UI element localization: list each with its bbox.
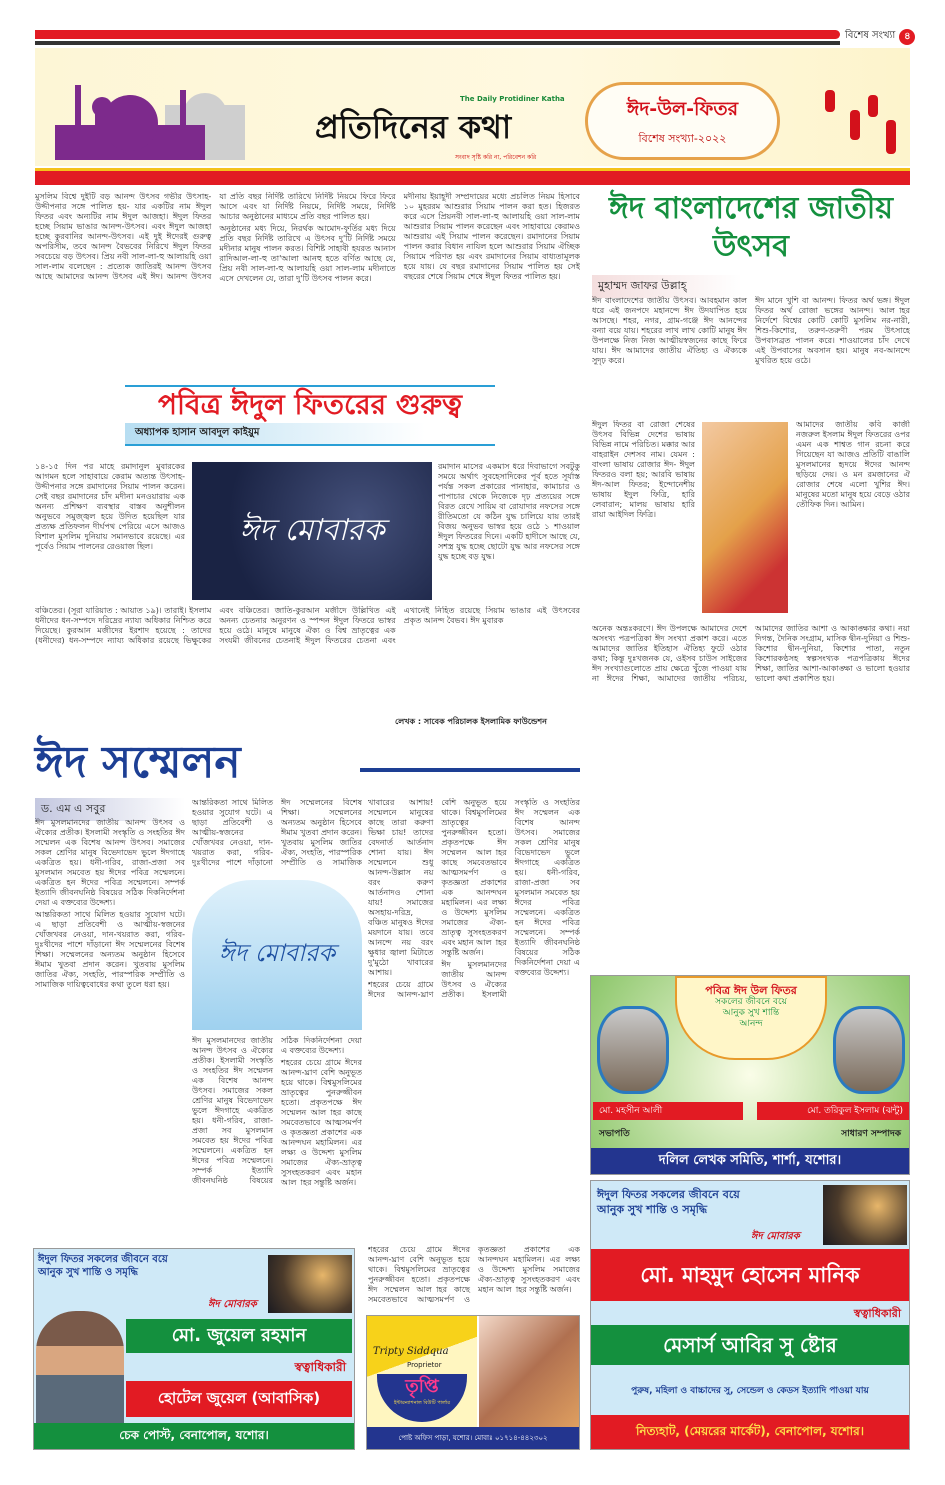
top-red-rule (35, 30, 840, 39)
paragraph: মদীনায় ইয়াহূদী সম্প্রদায়ের মধ্যে প্রচলিত নিয়ম হিসাবে ১০ মুহররম আশুরার সিয়াম পালন করা হত। হিজরত করে এসে প্রিয়নবী সাল-লা-হু আলায়হি ওয়া সাল-লাম আশুরার সিয়াম পালন করেছেন এবং সাহাবায়ে কেরামও আশুরায় এই সিয়াম পালন করেছেন। রমাদানের সিয়াম পালন করার বিধান নাযিল হলে আশুরার সিয়াম ঐচ্ছিক সিয়ামে পরিণত হয় এবং রমাদানের সিয়াম বাধ্যতামূলক হয়ে যায়। যে বছর রমাদানের সিয়াম পালিত হয় সেই বছরের শেষে সিয়াম শেষে ঈদুল ফিতর পালিত হয়। (403, 192, 580, 281)
greeting-line: আনুক সুখ শান্তি ও সমৃদ্ধি (38, 1267, 139, 1278)
owner-photo (36, 1311, 124, 1427)
tagline: সংবাদ সৃষ্টি করি না, পরিবেশন করি (455, 154, 537, 161)
paragraph: খাবারের আশায়! সম্মেলনে মানুষের কাছে তারা করুণা ভিক্ষা চায়! তাদের বেদনার্ত আর্তনাদ শোনা যায়। ঈদ সম্মেলনে শুধু আনন্দ-উল্লাস নয় বরং করুণ আর্তনাদও শোনা যায়! সমাজের অসহায়-দরিদ্র, বঞ্চিত মানুষও ঈদের ময়দানে যায়। তবে আনন্দে নয় বরং ক্ষুধার জ্বালা মিটাতে দু'মুঠো খাবারের আশায়। (368, 798, 434, 977)
owner-name: মো. জুয়েল রহমান (126, 1319, 352, 1353)
article3-author: মুহাম্মদ জাফর উল্লাহ্ (592, 275, 742, 298)
article1-body-bottom (35, 606, 580, 710)
mosque-silhouette-icon (55, 75, 255, 160)
owner-name: Tripty Siddqua (373, 1346, 449, 1357)
lantern-icon (825, 90, 835, 112)
paragraph: অনেক অন্তঃকরণে। ঈদ উপলক্ষে আমাদের দেশে অসংখ্য পত্রপত্রিকা ঈদ সংখ্যা প্রকাশ করে। এতে আমাদের জাতির ইতিহাস ঐতিহ্য ফুটে ওঠার কথা; কিন্তু দুঃখজনক যে, ওইসব চাউস সাইজের ঈদ সংখ্যাগুলোতে প্রায় ক্ষেত্রে খুঁজে পাওয়া যায় না ঈদের শিক্ষা, আমাদের জাতীয় পরিচয়, আমাদের জাতির আশা ও আকাঙ্ক্ষার কথা। নয়া দিগন্ত, দৈনিক সংগ্রাম, মাসিক দ্বীন-দুনিয়া ও শিশু-কিশোর দ্বীন-দুনিয়া, কিশোর পাতা, নতুন কিশোরকণ্ঠসহ স্বল্পসংখ্যক পত্রপত্রিকায় ঈদের শিক্ষা, জাতির আশা-আকাঙ্ক্ষা ও ভালো হওয়ার ভালো কথা প্রকাশিত হয়। (592, 624, 910, 683)
paragraph: শহরের চেয়ে গ্রামে ঈদের আনন্দ-ঘ্রাণ বেশি অনুভূত হয়ে থাকে। বিশ্বমুসলিমের ভ্রাতৃত্বের পুনরুজ্জীবন হতো। প্রকৃতপক্ষে ঈদ সম্মেলন আল-াহর কাছে সমবেতভাবে আত্মসমর্পণ ও কৃতজ্ঞতা প্রকাশের এক আনন্দঘন মহামিলন। এর লক্ষ্য ও উদ্দেশ্য মুসলিম সমাজের ঐক্য-ভ্রাতৃত্ব সুসংহতকরণ এবং মহান আল-াহর সন্তুষ্টি অর্জন। (281, 1058, 362, 1187)
greeting (597, 1187, 817, 1217)
page-number: ৪ (899, 29, 915, 45)
article2-title: ঈদ সম্মেলন (35, 737, 241, 788)
org-name: দলিল লেখক সমিতি, শার্শা, যশোর। (591, 1148, 909, 1174)
article1-body-top (35, 192, 580, 380)
greeting-line: ঈদুল ফিতর সকলের জীবনে বয়ে (597, 1188, 740, 1201)
ad-dolil-lekhok (590, 975, 910, 1175)
paragraph: ঈদ মুসলমানদের জাতীয় আনন্দ উৎসব ও ঐক্যের প্রতীক। ইসলামী সংস্কৃতি ও সংহতির ঈদ সম্মেলন এক বিশেষ আনন্দ উৎসব। সমাজের সকল শ্রেণির মানুষ বিভেদাভেদ ভুলে ঈদগাহে একত্রিত হয়। ধনী-গরিব, রাজা-প্রজা সব মুসলমান সমবেত হয় ঈদের পবিত্র সম্মেলনে। একত্রিত হন ঈদের পবিত্র সম্মেলনে। সম্পর্ক ইত্যাদি জীবনঘনিষ্ঠ বিষয়ের সঠিক দিকনির্দেশনা দেয়া এ বক্তব্যের উদ্দেশ্য। (192, 1036, 362, 1185)
issue-label: বিশেষ সংখ্যা (845, 30, 896, 41)
greeting-line: আনুক সুখ শান্তি ও সমৃদ্ধি (597, 1203, 708, 1216)
shop-name: মেসার্স আবির সু ষ্টোর (591, 1325, 909, 1365)
ad-headline: পবিত্র ঈদ উল ফিতর (705, 984, 797, 997)
masthead-red-band (35, 168, 910, 185)
article2-col2-top (192, 798, 362, 876)
article1-footer: লেখক : সাবেক পরিচালক ইসলামিক ফাউন্ডেশন (395, 717, 547, 726)
ad-line: আনুক সুখ শান্তি (722, 1008, 780, 1018)
paragraph: বঞ্চিতের। (সূরা যারিয়াত : আয়াত ১৯)। তারাই। ইসলাম ধনীদের ধন-সম্পদে দরিদ্রের ন্যায্য অধিকার নিশ্চিত করে দিয়েছে। কুরআন মজীদের ইরশাদ হয়েছে : তাদের (ধনীদের) ধন-সম্পদে ন্যায্য অধিকার রয়েছে ভিক্ষুকের এবং বঞ্চিতের। জাতি-কুরআন মজীদে উল্লিখিত এই অনন্য চেতনার অনুরণন ও স্পন্দন ঈদুল ফিতরে ভাস্বর হয়ে ওঠে। মানুষে মানুষে ঐক্য ও বিশ্ব ভ্রাতৃত্বের এক সংযমী জীবনের চেতনাই ঈদুল ফিতরের চেতনা এবং এখানেই নিহিত রয়েছে সিয়াম ভাঙার এই উৎসবের প্রকৃত আনন্দ বৈভব। ঈদ মুবারক (35, 606, 580, 645)
models-photo (479, 1316, 580, 1428)
paragraph: মুসলিম বিশ্বে দুইটি বড় আনন্দ উৎসব গভীর উৎসাহ-উদ্দীপনার সঙ্গে পালিত হয়- যার একটির নাম ঈদুল ফিতর এবং অন্যটির নাম ঈদুল আজহা। ঈদুল ফিতর হচ্ছে সিয়াম ভাঙার আনন্দ-উৎসব। এবং ঈদুল আজহা হচ্ছে কুরবানির আনন্দ-উৎসব। এই দুই ঈদেরই গুরুত্ব অপরিসীম, তবে আনন্দ বৈভবের নিরিখে ঈদুল ফিতর সবচেয়ে বড় উৎসব। প্রিয় নবী সাল-লা-হু আলায়হি ওয়া সাল-লাম বলেছেন : প্রত্যেক জাতিরই আনন্দ উৎসব আছে আমাদের আনন্দ উৎসব এই ঈদ। আনন্দ উৎসব যা প্রতি বছর নির্দিষ্ট তারিখে নির্দিষ্ট নিয়মে ফিরে ফিরে আসে এবং যা নির্দিষ্ট নিয়মে, নির্দিষ্ট সময়ে, নির্দিষ্ট আচার অনুষ্ঠানের মাধ্যমে প্রতি বছর পালিত হয়। (35, 192, 396, 281)
person1-name: মো. মহসীন আলী (593, 1102, 743, 1120)
parlour-address: পোষ্ট অফিস পাড়া, যশোর। মোবাঃ ০১৭১৪-৪৪২৩০২ (367, 1427, 579, 1449)
lantern-icon (886, 120, 896, 154)
top-gray-rule (35, 41, 840, 45)
brand-name: তৃপ্তি (405, 1376, 439, 1397)
eid-mubarak-badge: ঈদ মোবারক (751, 1231, 800, 1242)
article3-body-left (592, 420, 695, 618)
night-mosque-image (823, 1185, 907, 1245)
hotel-name: হোটেল জুয়েল (আবাসিক) (126, 1381, 352, 1417)
article2-col4 (368, 1245, 580, 1307)
portrait-photo (597, 1006, 669, 1094)
ad-line: সকলের জীবনে বয়ে (715, 997, 787, 1007)
lantern-icon (850, 110, 860, 140)
children-hugging-photo (700, 420, 790, 615)
greeting-line: ঈদুল ফিতর সকলের জীবনে বয়ে (38, 1254, 168, 1265)
newspaper-logo: প্রতিদিনের কথা (315, 108, 512, 146)
shop-description: পুরুষ, মহিলা ও বাচ্চাদের সু, সেন্ডেল ও কেডস ইত্যাদি পাওয়া যায় (631, 1385, 869, 1396)
paragraph: ঈদ মুসলমানদের জাতীয় আনন্দ উৎসব ও ঐক্যের প্রতীক। ইসলামী সংস্কৃতি ও সংহতির ঈদ সম্মেলন এক বিশেষ আনন্দ উৎসব। সমাজের সকল শ্রেণির মানুষ বিভেদাভেদ ভুলে ঈদগাহে একত্রিত হয়। ধনী-গরিব, রাজা-প্রজা সব মুসলমান সমবেত হয় ঈদের পবিত্র সম্মেলনে। একত্রিত হন ঈদের পবিত্র সম্মেলনে। সম্পর্ক ইত্যাদি জীবনঘনিষ্ঠ বিষয়ের সঠিক দিকনির্দেশনা দেয়া এ বক্তব্যের উদ্দেশ্য। (441, 798, 580, 999)
greeting-panel (675, 976, 827, 1060)
ad-line: আনন্দ (739, 1019, 763, 1029)
paragraph: শহরের চেয়ে গ্রামে ঈদের আনন্দ-ঘ্রাণ বেশি অনুভূত হয়ে থাকে। বিশ্বমুসলিমের ভ্রাতৃত্বের পুনরুজ্জীবন হতো। প্রকৃতপক্ষে ঈদ সম্মেলন আল-াহর কাছে সমবেতভাবে আত্মসমর্পণ ও কৃতজ্ঞতা প্রকাশের এক আনন্দঘন মহামিলন। এর লক্ষ্য ও উদ্দেশ্য মুসলিম সমাজের ঐক্য-ভ্রাতৃত্ব সুসংহতকরণ এবং মহান আল-াহর সন্তুষ্টি অর্জন। (368, 798, 507, 999)
special-issue-badge (585, 82, 780, 160)
lantern-icon (868, 95, 878, 117)
article2-author: ড. এম এ সবুর (35, 798, 185, 821)
paragraph: রমাদান মাসের একমাস ধরে দিবাভাগে সবটুকু সময়ে অর্থাৎ সুবহেসাদিকের পূর্ব হতে সূর্যাস্ত পর্যন্ত সকল প্রকারের পানাহার, কামাচার ও পাপাচার থেকে নিজেকে দৃঢ় প্রত্যয়ের সঙ্গে বিরত রেখে সায়িম বা রোযাদার নফসের সঙ্গে রীতিমতো যে কঠিন যুদ্ধ চালিয়ে যায় তারই বিজয় অনুভব ভাস্বর হয়ে ওঠে ১ শাওয়াল ঈদুল ফিতরের দিনে। একটি হাদীসে আছে যে, সশস্ত্র যুদ্ধ হচ্ছে ছোটো যুদ্ধ আর নফসের সঙ্গে যুদ্ধ হচ্ছে বড় যুদ্ধ। (438, 462, 580, 561)
owner-role: Proprietor (407, 1361, 442, 1369)
person1-role: সভাপতি (599, 1129, 630, 1139)
owner-role: স্বত্বাধিকারী (294, 1360, 346, 1374)
page-indicator (845, 28, 915, 45)
article3-body-bottom (592, 624, 910, 966)
article2-col1 (35, 818, 185, 1240)
greeting (38, 1253, 204, 1279)
portrait-photo (833, 1006, 905, 1094)
eid-mubarak-arch-image: ঈদ মোবারক (192, 880, 362, 1030)
paragraph: আন্তরিকতা সাথে মিলিত হওয়ার সুযোগ ঘটে। এ ছাড়া প্রতিবেশী ও আত্মীয়-স্বজনের খোঁজখবর নেওয়া, দান-খয়রাত করা, গরিব-দুঃখীদের পাশে দাঁড়ানো ঈদ সম্মেলনের বিশেষ শিক্ষা। সম্মেলনের অন্যতম অনুষ্ঠান হিসেবে ঈমাম খুতবা প্রদান করেন। খুতবায় মুসলিম জাতির ঐক্য, সংহতি, পারস্পরিক সম্প্রীতি ও সামাজিক দায়িত্ববোধের কথা তুলে ধরা হয়। (35, 910, 185, 989)
article2-col3 (368, 798, 580, 1240)
hotel-address: চেক পোস্ট, বেনাপোল, যশোর। (34, 1423, 354, 1449)
article1-author: অধ্যাপক হাসান আবদুল কাইয়ুম (125, 423, 425, 444)
article1-body-left (35, 462, 185, 602)
title-rule (360, 768, 580, 772)
badge-subtitle: বিশেষ সংখ্যা-২০২২ (638, 132, 727, 145)
ad-tripty-beauty-parlour (366, 1315, 580, 1450)
article1-title: পবিত্র ঈদুল ফিতরের গুরুত্ব (157, 388, 463, 421)
paragraph: ঈদুল ফিতর বা রোজা শেষের উৎসব বিভিন্ন দেশের ভাষায় বিভিন্ন নামে পরিচিত। মক্কার আর বাহরাইন দেশসব নাম। যেমন : বাংলা ভাষায় রোজার ঈদ- ঈদুল ফিতরও বলা হয়; আরবি ভাষায় ঈদ-আল ফিতর; ইন্দোনেশীয় ভাষায় ইদুল ফিত্রি, হারি লেবারান; মালয় ভাষায় হারি রায়া আইদিল ফিত্রি। (592, 420, 695, 519)
paragraph: ১৪-১৫ দিন পর মাহে রমাদানুল মুবারকের আগমন হলে সাহাবায়ে কেরাম অত্যন্ত উৎসাহ-উদ্দীপনার সঙ্গে রমাদানের সিয়াম পালন করেন। সেই বছর রমাদানের চাঁদ মদীনা মনওয়ারায় এক অনন্য প্রশিক্ষণ ব্যবস্থার বাস্তব অনুশীলন অনুভবে সমুজ্জ্বল হয়ে উদিত হয়েছিল যার প্রত্যক্ষ প্রতিফলন দীর্ঘপথ পেরিয়ে এসে আজও বিশাল মুসলিম দুনিয়ায় সমানভাবে রয়েছে। এর পূর্বেও সিয়াম পালনের রেওয়াজ ছিল। (35, 462, 185, 551)
owner-name: মো. মাহমুদ হোসেন মানিক (591, 1249, 909, 1301)
article3-body-right (796, 420, 910, 618)
paragraph: আমাদের জাতীয় কবি কাজী নজরুল ইসলাম ঈদুল ফিতরের ওপর এমন এক শাশ্বত গান রচনা করে গিয়েছেন যা আজও প্রতিটি বাঙালি মুসলমানের হৃদয়ে ঈদের আনন্দ ছড়িয়ে দেয়। ও মন রমজানের ঐ রোজার শেষে এলো খুশির ঈদ। মানুষের মতো মানুষ হয়ে বেড়ে ওঠার তৌফিক দিন। আমিন। (796, 420, 910, 509)
ad-hotel-jewel (33, 1248, 355, 1450)
article3-title: ঈদ বাংলাদেশের জাতীয় উৎসব (608, 191, 894, 264)
brand-subtitle: ইন্টারন্যাশনাল বিউটি পার্লার (394, 1400, 450, 1406)
article3-body-top (592, 296, 910, 416)
night-mosque-image (268, 1255, 352, 1313)
article1-title-box (125, 385, 495, 446)
logo-english: The Daily Protidiner Katha (460, 95, 565, 103)
eid-mubarak-image: ঈদ মোবারক (192, 462, 432, 600)
paragraph: ঈদ মানে খুশি বা আনন্দ। ফিতর অর্থ ভঙ্গ। ঈদুল ফিতর অর্থ রোজা ভঙ্গের আনন্দ। আল-াহর নির্দেশে বিশ্বের কোটি কোটি মুসলিম নর-নারী, শিশু-কিশোর, তরুণ-তরুণী পরম উৎসাহে উপবাসব্রত পালন করে। শাওয়ালের চাঁদ দেখে এই উপবাসের অবসান হয়। মানুষ নব-আনন্দে মুখরিত হয়ে ওঠে। (755, 296, 910, 365)
person2-name: মো. তরিকুল ইসলাম (ঝন্টু) (757, 1102, 909, 1120)
ad-abir-shoe-store (590, 1180, 910, 1450)
article1-body-right (438, 462, 580, 602)
paragraph: ঈদ বাংলাদেশের জাতীয় উৎসব। আবহমান কাল ধরে এই জনপদে মহানন্দে ঈদ উদযাপিত হয়ে আসছে। শহর, নগর, গ্রাম-গঞ্জে ঈদ আনন্দের বন্যা বয়ে যায়। শহরের লাখ লাখ কোটি মানুষ ঈদ উপলক্ষে নিজ নিজ আত্মীয়স্বজনের কাছে ফিরে যায়। ঈদ আমাদের জাতীয় ঐতিহ্য ও ঐক্যকে সুদৃঢ় করে। (592, 296, 747, 365)
eid-mubarak-badge: ঈদ মোবারক (208, 1299, 257, 1310)
shop-address: নিত্যহাট, (মেয়রের মার্কেট), বেনাপোল, যশোর। (591, 1415, 909, 1449)
person2-role: সাধারণ সম্পাদক (841, 1129, 901, 1139)
article2-col2-bottom (192, 1036, 362, 1240)
badge-title: ঈদ-উল-ফিতর (626, 98, 739, 120)
paragraph: শহরের চেয়ে গ্রামে ঈদের আনন্দ-ঘ্রাণ বেশি অনুভূত হয়ে থাকে। বিশ্বমুসলিমের ভ্রাতৃত্বের পুনরুজ্জীবন হতো। প্রকৃতপক্ষে ঈদ সম্মেলন আল-াহর কাছে সমবেতভাবে আত্মসমর্পণ ও কৃতজ্ঞতা প্রকাশের এক আনন্দঘন মহামিলন। এর লক্ষ্য ও উদ্দেশ্য মুসলিম সমাজের ঐক্য-ভ্রাতৃত্ব সুসংহতকরণ এবং মহান আল-াহর সন্তুষ্টি অর্জন। (368, 1245, 580, 1304)
owner-role: স্বত্বাধিকারী (853, 1307, 901, 1320)
paragraph: ঈদ মুসলমানদের জাতীয় আনন্দ উৎসব ও ঐক্যের প্রতীক। ইসলামী সংস্কৃতি ও সংহতির ঈদ সম্মেলন এক বিশেষ আনন্দ উৎসব। সমাজের সকল শ্রেণির মানুষ বিভেদাভেদ ভুলে ঈদগাহে একত্রিত হয়। ধনী-গরিব, রাজা-প্রজা সব মুসলমান সমবেত হয় ঈদের পবিত্র সম্মেলনে। একত্রিত হন ঈদের পবিত্র সম্মেলনে। সম্পর্ক ইত্যাদি জীবনঘনিষ্ঠ বিষয়ের সঠিক দিকনির্দেশনা দেয়া এ বক্তব্যের উদ্দেশ্য। (35, 818, 185, 907)
paragraph: আন্তরিকতা সাথে মিলিত হওয়ার সুযোগ ঘটে। এ ছাড়া প্রতিবেশী ও আত্মীয়-স্বজনের খোঁজখবর নেওয়া, দান-খয়রাত করা, গরিব-দুঃখীদের পাশে দাঁড়ানো ঈদ সম্মেলনের বিশেষ শিক্ষা। সম্মেলনের অন্যতম অনুষ্ঠান হিসেবে ঈমাম খুতবা প্রদান করেন। খুতবায় মুসলিম জাতির ঐক্য, সংহতি, পারস্পরিক সম্প্রীতি ও সামাজিক (192, 798, 362, 867)
paragraph: অনুষ্ঠানের মধ্য দিয়ে, নিরর্থক আমোদ-ফূর্তির মধ্য দিয়ে প্রতি বছর নির্দিষ্ট তারিখে এ উৎসব দু'টি নির্দিষ্ট সময়ে মদীনার মানুষ পালন করত। বিশিষ্ট সাহাবী হযরত আনাস রাদিআল-লা-হু তা'আলা আনহু হতে বর্ণিত আছে যে, প্রিয় নবী সাল-লা-হু আলায়হি ওয়া সাল-লাম মদীনাতে এসে দেখলেন যে, তারা দু'টি উৎসব পালন করে। (219, 224, 396, 283)
